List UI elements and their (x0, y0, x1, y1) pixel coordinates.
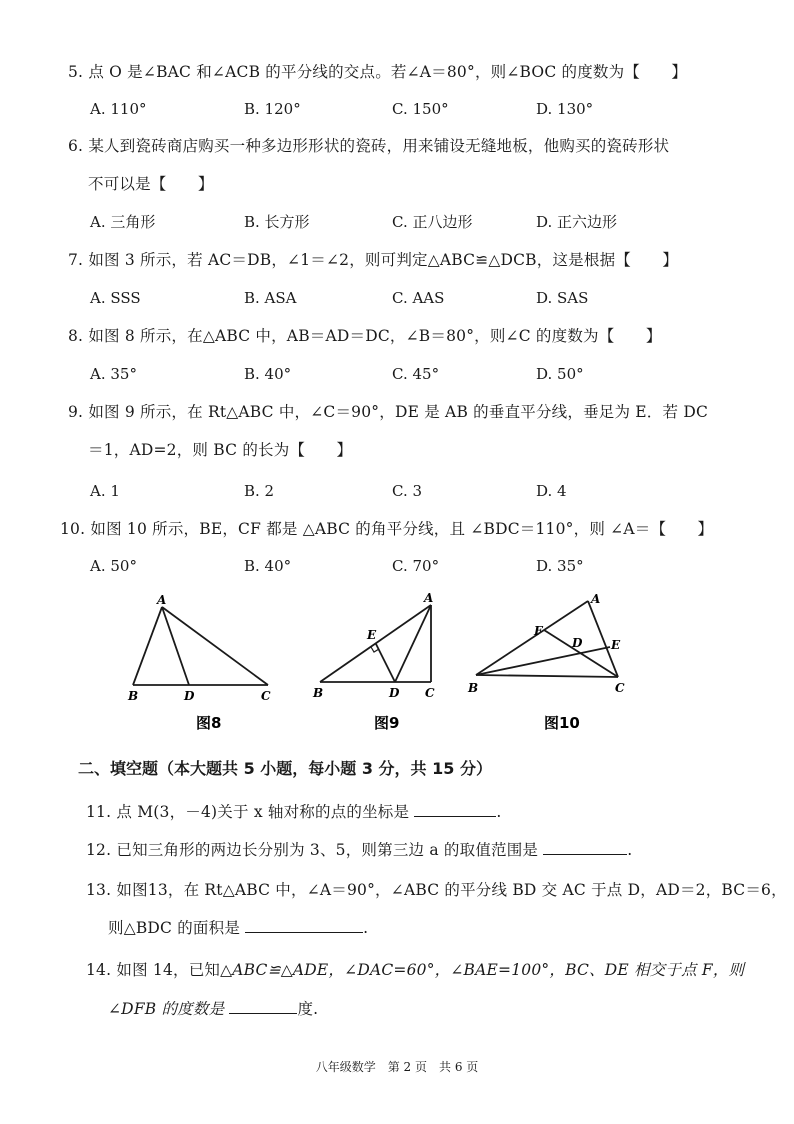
geometry-figures (0, 585, 794, 735)
question-9-stem-line1: 9. 如图 9 所示，在 Rt△ABC 中，∠C＝90°，DE 是 AB 的垂直平分线，垂足为 E．若 DC (68, 403, 709, 421)
figure-10 (476, 601, 618, 677)
fig10-label-b: B (468, 681, 479, 695)
fig9-caption: 图9 (374, 714, 400, 732)
q5-option-a: A. 110° (90, 100, 147, 118)
q13-text: 则△BDC 的面积是 (108, 919, 241, 937)
figure-9 (320, 605, 431, 682)
fig9-label-d: D (389, 686, 400, 700)
q9-option-c: C. 3 (392, 482, 423, 500)
q12-text: 12. 已知三角形的两边长分别为 3、5，则第三边 a 的取值范围是 (86, 841, 539, 859)
q14-answer-blank[interactable] (229, 999, 297, 1014)
q10-option-b: B. 40° (244, 557, 292, 575)
question-14-line1 (86, 960, 744, 980)
fig8-label-b: B (128, 689, 139, 703)
q10-option-a: A. 50° (90, 557, 137, 575)
question-7-stem: 7. 如图 3 所示，若 AC＝DB，∠1＝∠2，则可判定△ABC≌△DCB，这是根据【 】 (68, 251, 679, 269)
q13-answer-blank[interactable] (245, 918, 363, 933)
question-6-stem-line1: 6. 某人到瓷砖商店购买一种多边形形状的瓷砖，用来铺设无缝地板，他购买的瓷砖形状 (68, 137, 670, 155)
q8-option-b: B. 40° (244, 365, 292, 383)
question-13-line1: 13. 如图13，在 Rt△ABC 中，∠A＝90°，∠ABC 的平分线 BD 交 AC 于点 D，AD＝2，BC＝6， (86, 881, 787, 899)
q6-option-a: A. 三角形 (90, 213, 156, 231)
question-9-stem-line2: ＝1，AD=2，则 BC 的长为【 】 (88, 441, 353, 459)
question-10-stem: 10. 如图 10 所示，BE，CF 都是 △ABC 的角平分线，且 ∠BDC＝110°，则 ∠A＝【 】 (60, 520, 714, 538)
fig8-side-ab (133, 607, 162, 685)
fig10-label-c: C (615, 681, 625, 695)
q5-option-b: B. 120° (244, 100, 301, 118)
q14-number: 14. 如图 14，已知 (86, 961, 221, 979)
fig8-label-d: D (184, 689, 195, 703)
q12-answer-blank[interactable] (543, 840, 627, 855)
q10-option-c: C. 70° (392, 557, 440, 575)
q7-option-c: C. AAS (392, 289, 445, 307)
q10-option-d: D. 35° (536, 557, 584, 575)
fig8-segment-ad (162, 607, 189, 685)
fig9-label-a: A (424, 591, 434, 605)
fig10-label-a: A (591, 592, 601, 606)
fig8-side-ac (162, 607, 268, 685)
fig10-caption: 图10 (544, 714, 580, 732)
q6-option-b: B. 长方形 (244, 213, 310, 231)
fig9-label-c: C (425, 686, 435, 700)
q13-period: . (363, 919, 369, 937)
page-footer: 八年级数学 第 2 页 共 6 页 (315, 1060, 479, 1074)
fig8-label-a: A (157, 593, 167, 607)
question-5-stem: 5. 点 O 是∠BAC 和∠ACB 的平分线的交点。若∠A＝80°，则∠BOC 的度数为【 】 (68, 63, 688, 81)
q14-text-2: ∠DFB 的度数是 (108, 1000, 225, 1018)
q12-period: . (627, 841, 633, 859)
section-2-title: 二、填空题（本大题共 5 小题，每小题 3 分，共 15 分） (78, 759, 492, 778)
q14-unit: 度. (297, 1000, 319, 1018)
fig9-label-b: B (313, 686, 324, 700)
fig8-label-c: C (261, 689, 271, 703)
question-14-line2 (108, 999, 318, 1019)
question-8-stem: 8. 如图 8 所示，在△ABC 中，AB＝AD＝DC，∠B＝80°，则∠C 的度数为【 】 (68, 327, 662, 345)
q14-text: △ABC≌△ADE，∠DAC=60°，∠BAE=100°，BC、DE 相交于点 F，则 (220, 961, 745, 979)
q5-option-d: D. 130° (536, 100, 594, 118)
q7-option-a: A. SSS (90, 289, 141, 307)
fig9-label-e: E (367, 628, 377, 642)
q8-option-d: D. 50° (536, 365, 584, 383)
q7-option-b: B. ASA (244, 289, 297, 307)
q8-option-c: C. 45° (392, 365, 440, 383)
question-13-line2 (108, 918, 368, 938)
q8-option-a: A. 35° (90, 365, 137, 383)
fig10-label-d: D (572, 636, 583, 650)
fig8-caption: 图8 (196, 714, 222, 732)
question-12 (86, 840, 632, 860)
question-11 (86, 802, 501, 822)
q11-text: 11. 点 M(3，－4)关于 x 轴对称的点的坐标是 (86, 803, 410, 821)
q9-option-b: B. 2 (244, 482, 275, 500)
fig10-label-f: F (534, 624, 543, 638)
fig10-side-bc (476, 675, 618, 677)
q9-option-a: A. 1 (90, 482, 120, 500)
fig10-label-e: E (611, 638, 621, 652)
q7-option-d: D. SAS (536, 289, 589, 307)
fig9-side-ab (320, 605, 431, 682)
q11-answer-blank[interactable] (414, 802, 496, 817)
figure-8 (133, 607, 268, 685)
q6-option-d: D. 正六边形 (536, 213, 618, 231)
q6-option-c: C. 正八边形 (392, 213, 473, 231)
question-6-stem-line2: 不可以是【 】 (88, 175, 214, 193)
q11-period: . (496, 803, 502, 821)
q9-option-d: D. 4 (536, 482, 567, 500)
q5-option-c: C. 150° (392, 100, 449, 118)
